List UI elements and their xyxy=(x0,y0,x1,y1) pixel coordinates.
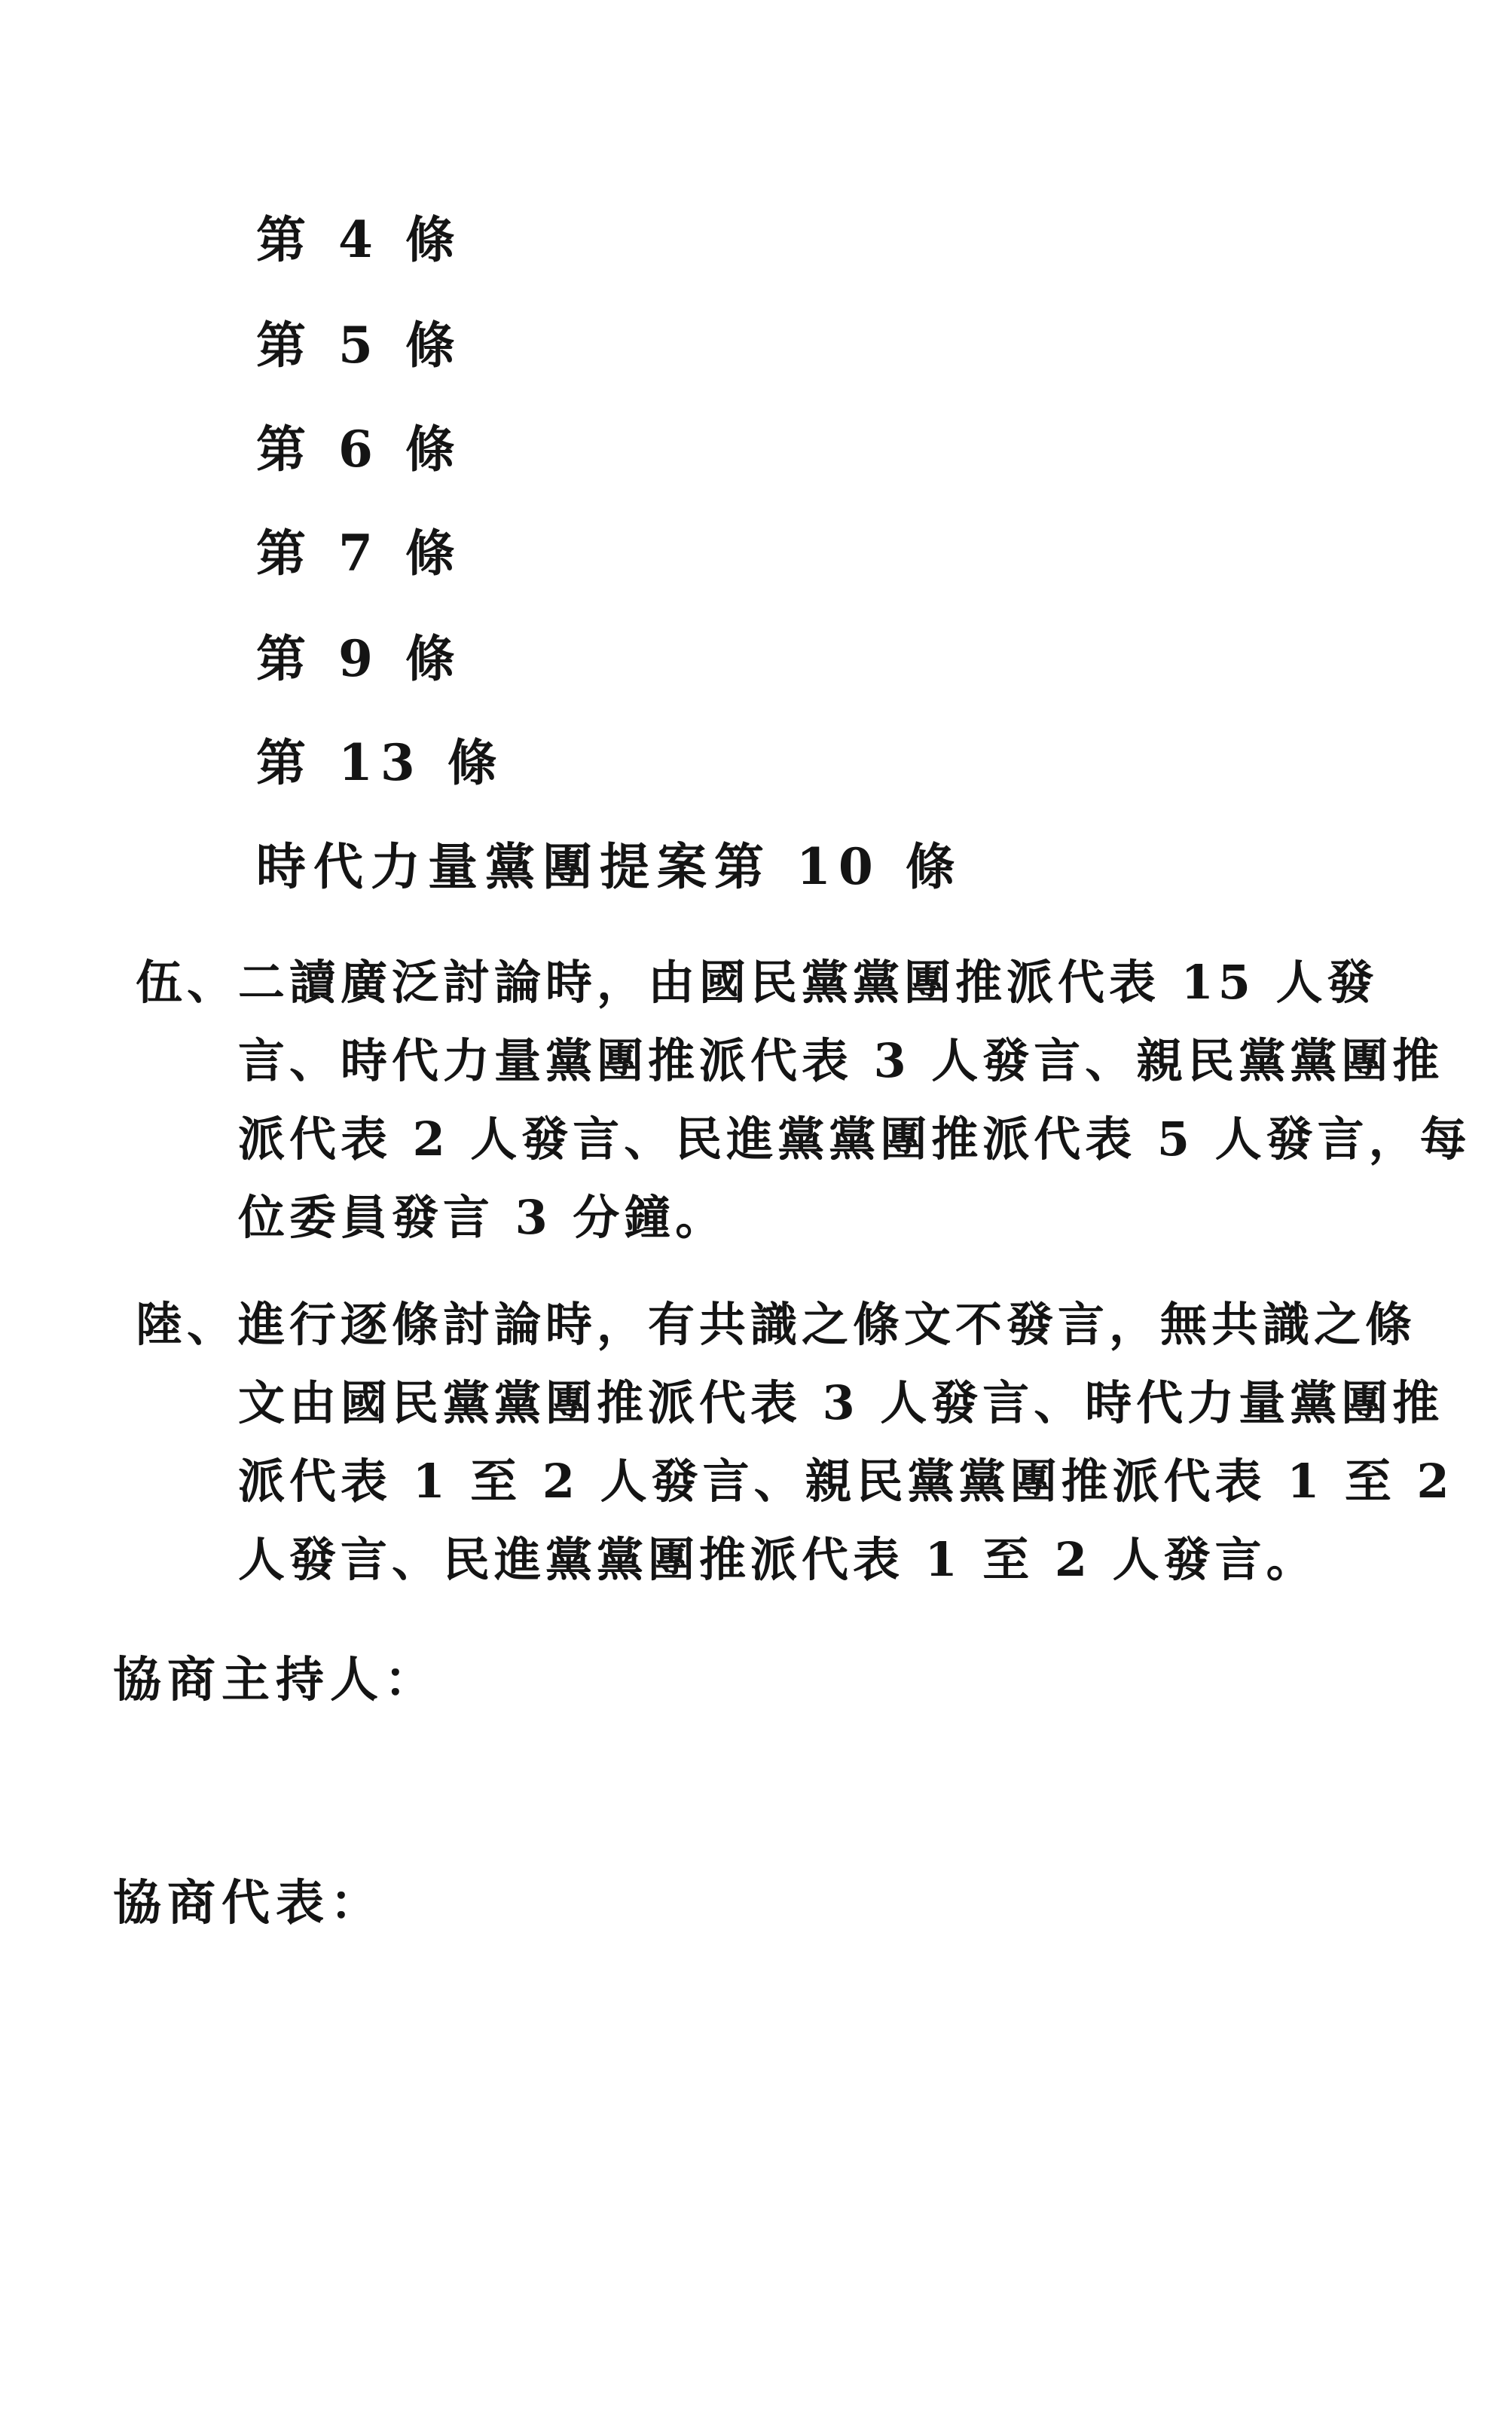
article-item: 第 6 條 xyxy=(256,420,463,479)
article-item: 第 13 條 xyxy=(256,733,505,792)
article-item: 第 9 條 xyxy=(256,629,463,688)
section-six-label: 陸、 xyxy=(136,1297,239,1352)
article-item: 第 5 條 xyxy=(256,316,463,375)
section-five-text: 二讀廣泛討論時，由國民黨黨團推派代表 15 人發言、時代力量黨團推派代表 3 人發言、親民黨黨團推派代表 2 人發言、民進黨黨團推派代表 5 人發言，每位委員發言 3 分鐘。 xyxy=(238,955,1471,1245)
section-six xyxy=(136,1286,1462,1602)
negotiation-host-label: 協商主持人： xyxy=(113,1652,438,1708)
negotiation-representative-label: 協商代表： xyxy=(113,1875,384,1931)
article-item: 第 4 條 xyxy=(256,210,463,269)
article-item: 第 7 條 xyxy=(256,524,463,583)
section-six-text: 進行逐條討論時，有共識之條文不發言，無共識之條文由國民黨黨團推派代表 3 人發言、時代力量黨團推派代表 1 至 2 人發言、親民黨黨團推派代表 1 至 2 人發言、民進黨黨團推派代表 1 至 2 人發言。 xyxy=(238,1297,1454,1587)
article-item: 時代力量黨團提案第 10 條 xyxy=(256,837,963,896)
section-five-label: 伍、 xyxy=(136,955,239,1010)
section-five xyxy=(136,943,1477,1260)
